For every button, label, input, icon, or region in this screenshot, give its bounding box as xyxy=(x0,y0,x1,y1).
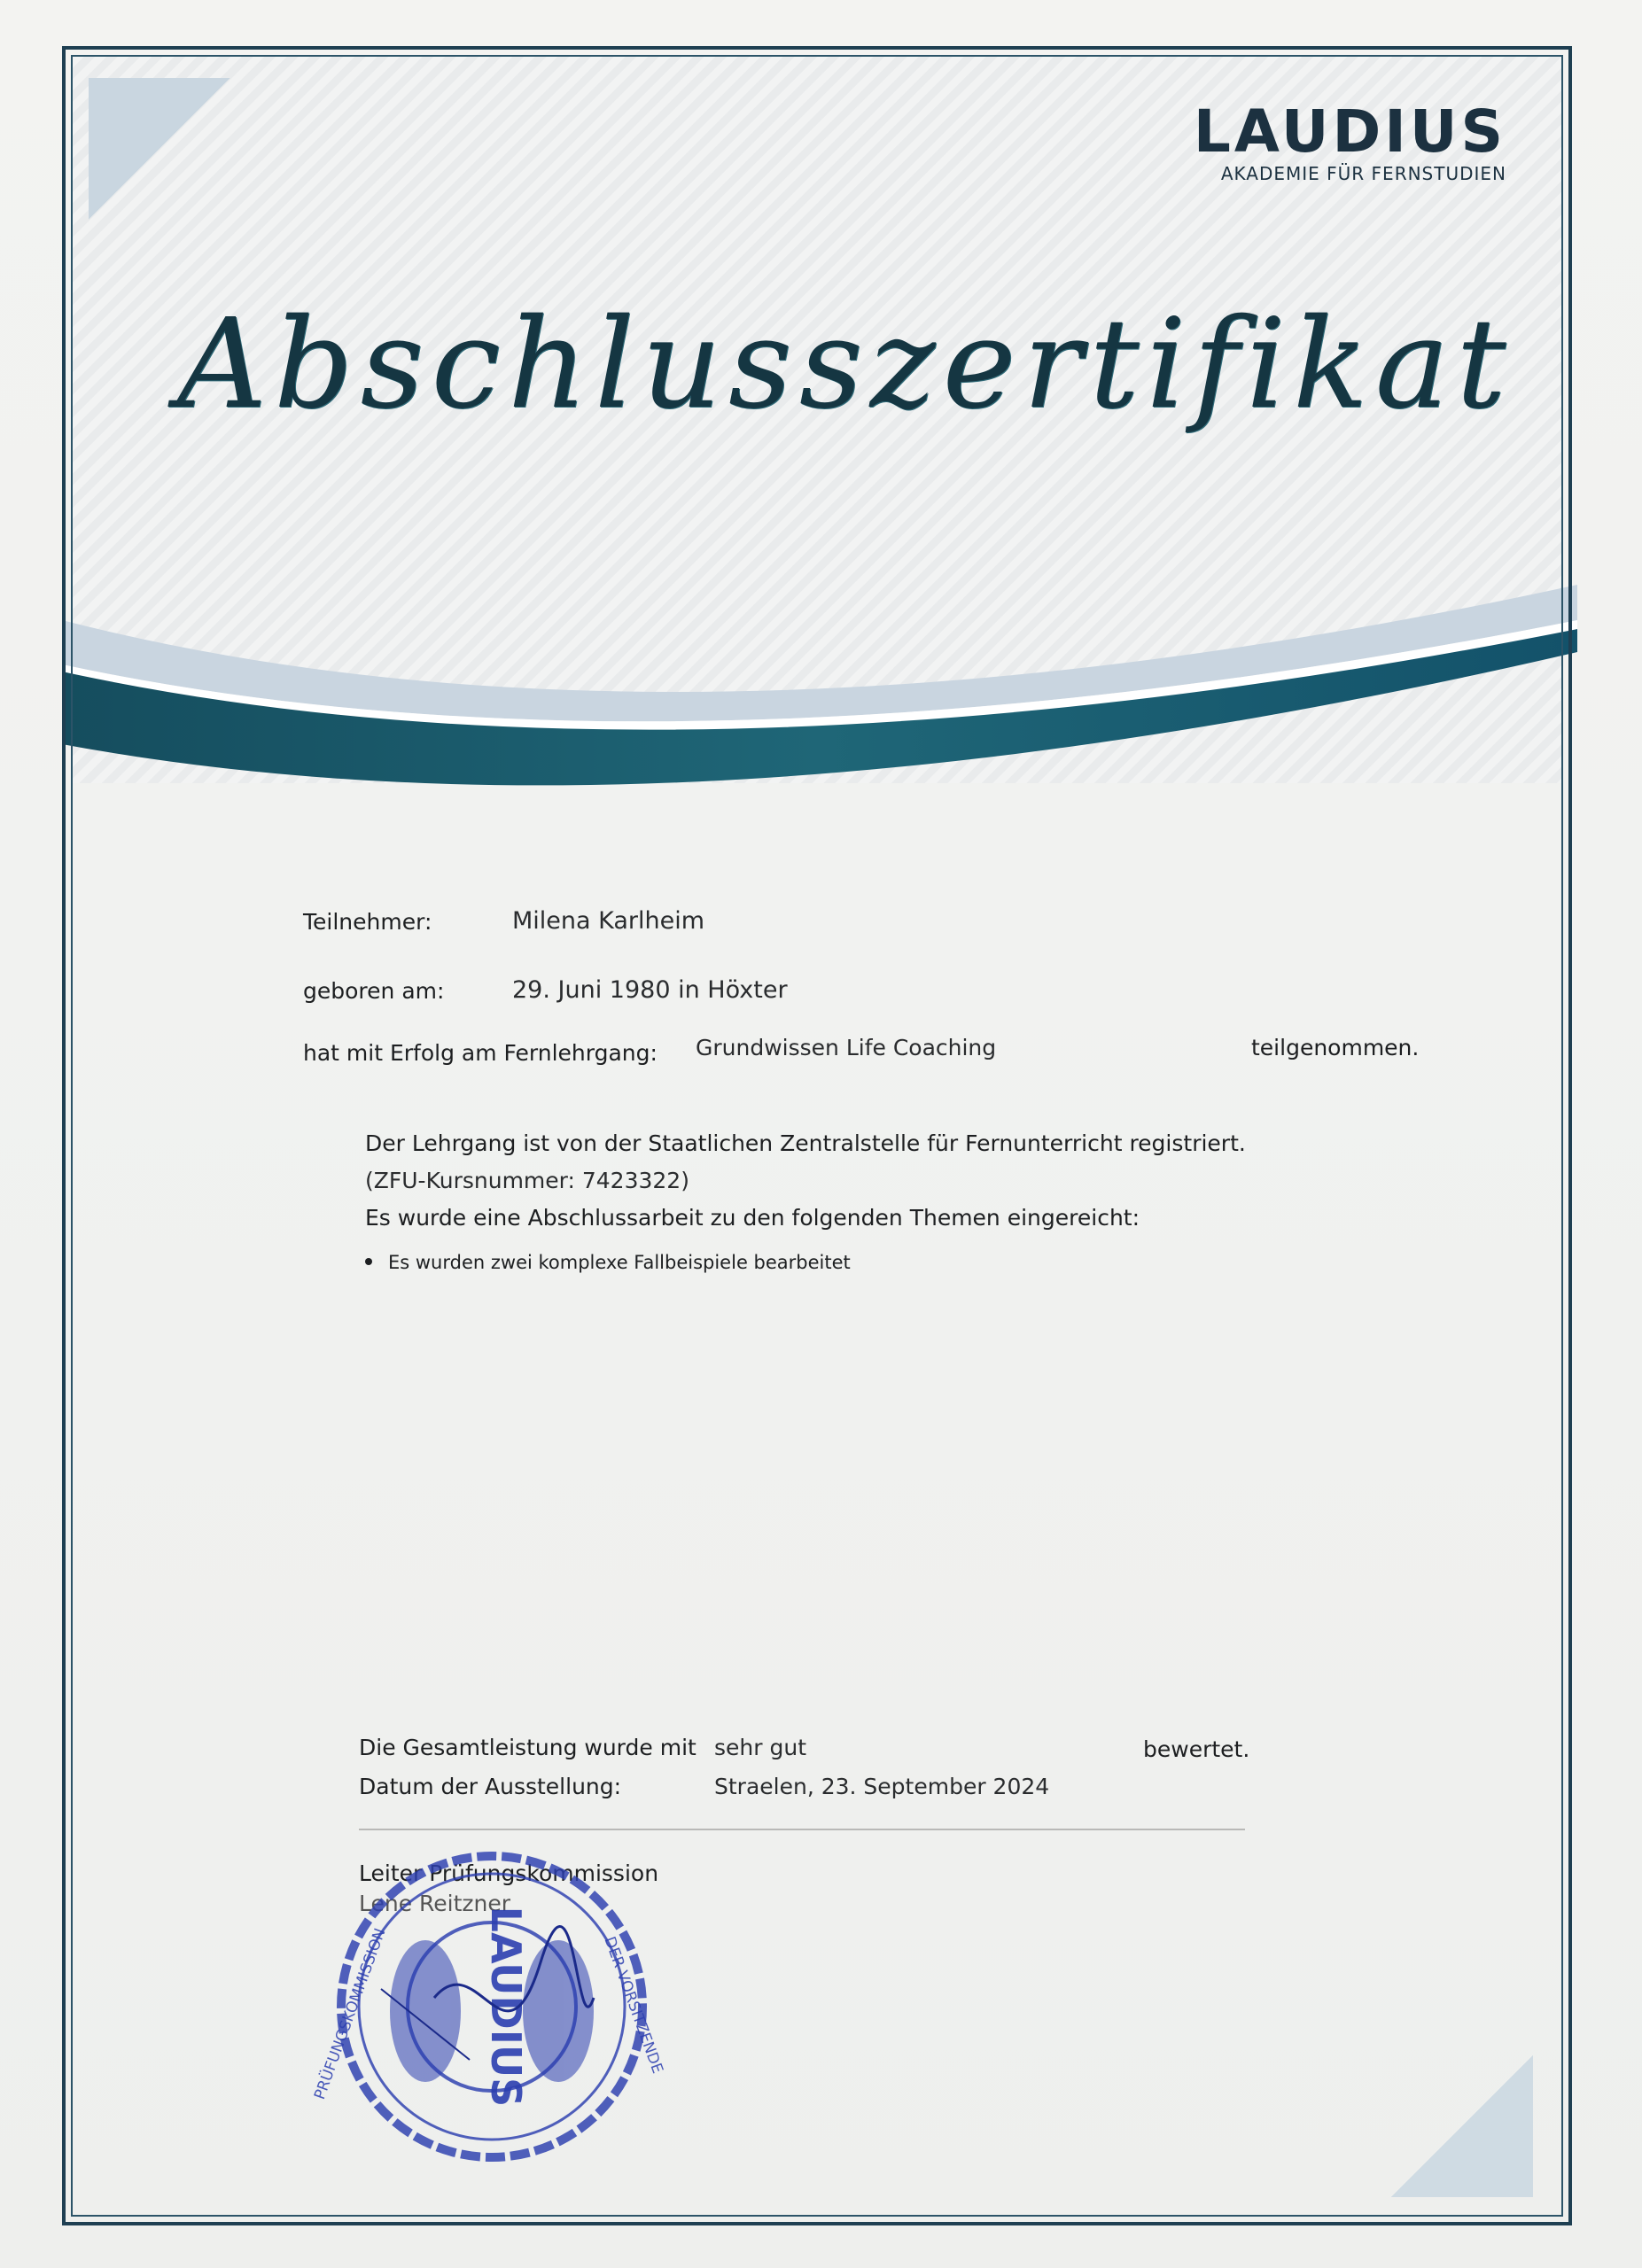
course-label: hat mit Erfolg am Fernlehrgang: xyxy=(303,1040,658,1066)
brand-subtitle: AKADEMIE FÜR FERNSTUDIEN xyxy=(1220,163,1506,184)
issue-date-value: Straelen, 23. September 2024 xyxy=(714,1774,1050,1799)
signatory-name: Lene Reitzner xyxy=(359,1891,511,1916)
participant-label: Teilnehmer: xyxy=(303,909,432,935)
course-suffix: teilgenommen. xyxy=(1251,1035,1420,1060)
course-name: Grundwissen Life Coaching xyxy=(696,1035,997,1060)
signatory-role: Leiter Prüfungskommission xyxy=(359,1860,659,1886)
birth-label: geboren am: xyxy=(303,978,445,1004)
certificate-title: Abschlusszertifikat xyxy=(177,292,1514,437)
topic-item: Es wurden zwei komplexe Fallbeispiele bearbeitet xyxy=(388,1252,851,1273)
official-stamp xyxy=(301,1838,682,2175)
bullet-icon xyxy=(365,1258,372,1265)
grade-suffix: bewertet. xyxy=(1143,1736,1250,1762)
brand-logo: LAUDIUS xyxy=(1193,97,1506,166)
issue-date-label: Datum der Ausstellung: xyxy=(359,1774,622,1799)
stamp-ring-left: PRÜFUNGSKOMMISSION xyxy=(311,1925,390,2102)
stamp-ring-right: DER VORSITZENDE xyxy=(600,1934,666,2077)
registration-statement: Der Lehrgang ist von der Staatlichen Zentralstelle für Fernunterricht registriert. xyxy=(365,1130,1246,1156)
submission-statement: Es wurde eine Abschlussarbeit zu den folgenden Themen eingereicht: xyxy=(365,1205,1140,1231)
grade-label: Die Gesamtleistung wurde mit xyxy=(359,1735,696,1760)
zfu-course-number: (ZFU-Kursnummer: 7423322) xyxy=(365,1168,689,1193)
signature-line xyxy=(359,1829,1245,1830)
participant-name: Milena Karlheim xyxy=(512,907,705,935)
birth-value: 29. Juni 1980 in Höxter xyxy=(512,976,788,1004)
stamp-center-text: LAUDIUS xyxy=(482,1906,530,2108)
grade-value: sehr gut xyxy=(714,1735,806,1760)
